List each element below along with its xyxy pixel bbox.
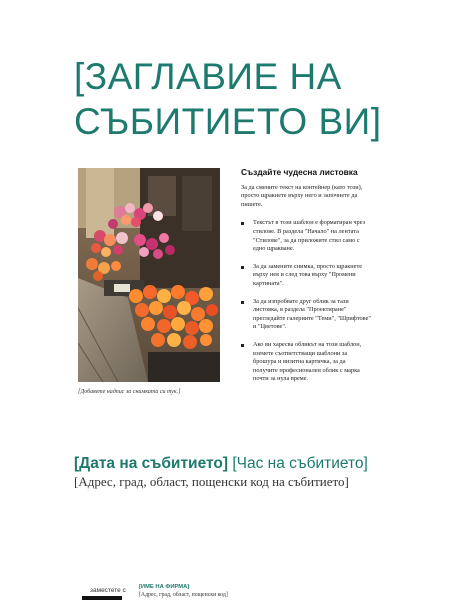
- list-item-text: Ако ви харесва обликът на този шаблон, вземете съответстващи шаблони за брошура и визитна картичка, за да получите професионален облик с марка почти за нула време.: [253, 340, 362, 383]
- list-item-text: За да замените снимка, просто щракнете върху нея и след това върху "Промени картината".: [253, 262, 363, 287]
- tips-list: [241, 219, 371, 384]
- sponsor-logo: [82, 596, 122, 600]
- bullet-icon: [241, 222, 244, 225]
- content-column: [241, 168, 371, 393]
- list-item: [241, 219, 371, 253]
- company-address: [Адрес, град, област, пощенски код]: [139, 591, 228, 598]
- bullet-icon: [241, 344, 244, 347]
- list-item: [241, 263, 371, 289]
- event-datetime: [74, 455, 454, 473]
- photo-caption: [Добавете надпис за снимката си тук.]: [78, 389, 181, 395]
- flower-photo-illustration: [78, 168, 220, 382]
- event-address: [Адрес, град, област, пощенски код на събитието]: [74, 474, 349, 489]
- list-item: [241, 341, 371, 384]
- list-item-text: За да изпробвате друг облик за тази листовка, в раздела "Проектиране" прегледайте галериите "Теми", "Шрифтове" и "Цветове".: [253, 297, 371, 331]
- flower-stall-photo[interactable]: [78, 168, 220, 382]
- bullet-icon: [241, 266, 244, 269]
- list-item-text: Текстът в този шаблон е форматиран чрез стилове. В раздела "Начало" на лентата "Стилове", за да приложите стил само с едно щракване.: [253, 219, 366, 253]
- sponsor-label: заместете с: [90, 587, 126, 594]
- content-heading: Създайте чудесна листовка: [241, 167, 358, 177]
- company-block: [139, 584, 228, 599]
- company-name: [ИМЕ НА ФИРМА]: [139, 584, 190, 590]
- list-item: [241, 298, 371, 332]
- intro-paragraph: За да смените текст на контейнер (като този), просто щракнете върху него и започнете да пишете.: [241, 183, 363, 208]
- event-date: [Дата на събитието]: [74, 455, 229, 472]
- event-time: [Час на събитието]: [232, 455, 368, 472]
- bullet-icon: [241, 301, 244, 304]
- footer: [0, 580, 462, 600]
- event-title: [ЗАГЛАВИЕ НА СЪБИТИЕТО ВИ]: [74, 56, 382, 142]
